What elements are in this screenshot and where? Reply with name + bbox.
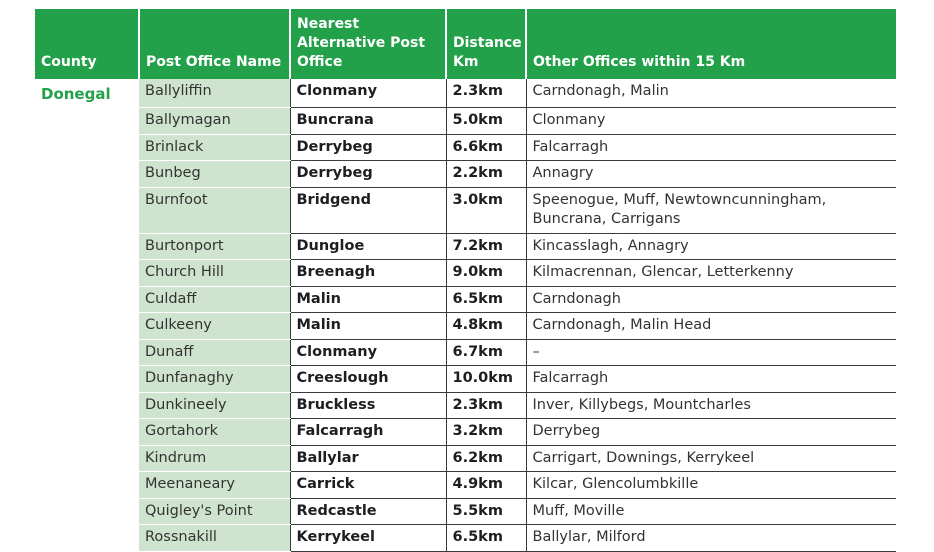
distance-cell: 6.5km [446,286,526,313]
nearest-alternative-cell: Carrick [290,472,446,499]
other-offices-cell: Kilcar, Glencolumbkille [526,472,896,499]
post-office-name-cell: Dunkineely [139,392,290,419]
post-office-name-cell: Burnfoot [139,187,290,233]
table-row [35,392,896,419]
post-office-name-cell: Culkeeny [139,313,290,340]
other-offices-cell: Carrigart, Downings, Kerrykeel [526,445,896,472]
table-row [35,79,896,108]
county-cell-empty [35,108,139,135]
nearest-alternative-cell: Derrybeg [290,161,446,188]
table-row [35,472,896,499]
header-row [35,9,896,79]
table-row [35,419,896,446]
post-office-name-cell: Culdaff [139,286,290,313]
county-cell-empty [35,260,139,287]
other-offices-cell: Carndonagh, Malin Head [526,313,896,340]
header-distance: Distance Km [446,9,526,79]
post-office-name-cell: Gortahork [139,419,290,446]
post-office-name-cell: Church Hill [139,260,290,287]
table-row [35,233,896,260]
other-offices-cell: Falcarragh [526,134,896,161]
county-cell-empty [35,419,139,446]
post-office-name-cell: Kindrum [139,445,290,472]
other-offices-cell: Speenogue, Muff, Newtowncunningham, Buncrana, Carrigans [526,187,896,233]
post-office-name-cell: Burtonport [139,233,290,260]
distance-cell: 6.2km [446,445,526,472]
nearest-alternative-cell: Kerrykeel [290,525,446,552]
distance-cell: 5.0km [446,108,526,135]
distance-cell: 9.0km [446,260,526,287]
post-office-name-cell: Ballymagan [139,108,290,135]
table-row [35,161,896,188]
nearest-alternative-cell: Buncrana [290,108,446,135]
post-office-name-cell: Dunfanaghy [139,366,290,393]
table-row [35,525,896,552]
post-office-name-cell: Ballyliffin [139,79,290,108]
distance-cell: 5.5km [446,498,526,525]
header-other-offices: Other Offices within 15 Km [526,9,896,79]
table-row [35,260,896,287]
distance-cell: 7.2km [446,233,526,260]
county-cell-empty [35,134,139,161]
post-office-table [35,9,896,552]
county-cell-empty [35,161,139,188]
nearest-alternative-cell: Bruckless [290,392,446,419]
county-cell-empty [35,525,139,552]
table-row [35,286,896,313]
nearest-alternative-cell: Clonmany [290,79,446,108]
post-office-name-cell: Bunbeg [139,161,290,188]
post-office-name-cell: Meenaneary [139,472,290,499]
header-post-office-name: Post Office Name [139,9,290,79]
other-offices-cell: Clonmany [526,108,896,135]
county-cell-empty [35,498,139,525]
table-body [35,79,896,551]
other-offices-cell: Ballylar, Milford [526,525,896,552]
distance-cell: 6.6km [446,134,526,161]
distance-cell: 3.2km [446,419,526,446]
distance-cell: 4.9km [446,472,526,499]
other-offices-cell: Inver, Killybegs, Mountcharles [526,392,896,419]
county-cell-empty [35,233,139,260]
other-offices-cell: Muff, Moville [526,498,896,525]
distance-cell: 6.7km [446,339,526,366]
distance-cell: 2.3km [446,79,526,108]
table-row [35,134,896,161]
post-office-name-cell: Rossnakill [139,525,290,552]
nearest-alternative-cell: Clonmany [290,339,446,366]
county-cell-empty [35,286,139,313]
distance-cell: 2.3km [446,392,526,419]
distance-cell: 4.8km [446,313,526,340]
table-row [35,313,896,340]
other-offices-cell: Derrybeg [526,419,896,446]
header-nearest-alternative: Nearest Alternative Post Office [290,9,446,79]
other-offices-cell: Kilmacrennan, Glencar, Letterkenny [526,260,896,287]
county-cell: Donegal [41,85,111,103]
nearest-alternative-cell: Malin [290,313,446,340]
distance-cell: 6.5km [446,525,526,552]
county-cell-empty [35,187,139,233]
county-cell-empty [35,313,139,340]
nearest-alternative-cell: Dungloe [290,233,446,260]
county-cell-empty [35,339,139,366]
county-cell-empty [35,392,139,419]
nearest-alternative-cell: Falcarragh [290,419,446,446]
other-offices-cell: Carndonagh [526,286,896,313]
distance-cell: 3.0km [446,187,526,233]
post-office-name-cell: Brinlack [139,134,290,161]
county-cell-empty [35,445,139,472]
other-offices-cell: Carndonagh, Malin [526,79,896,108]
other-offices-cell: – [526,339,896,366]
header-county: County [35,9,139,79]
nearest-alternative-cell: Malin [290,286,446,313]
table-row [35,445,896,472]
table-row [35,339,896,366]
post-office-name-cell: Dunaff [139,339,290,366]
post-office-name-cell: Quigley's Point [139,498,290,525]
nearest-alternative-cell: Bridgend [290,187,446,233]
table-row [35,108,896,135]
county-cell-empty [35,472,139,499]
table-row [35,187,896,233]
other-offices-cell: Kincasslagh, Annagry [526,233,896,260]
table-row [35,366,896,393]
nearest-alternative-cell: Breenagh [290,260,446,287]
nearest-alternative-cell: Ballylar [290,445,446,472]
distance-cell: 10.0km [446,366,526,393]
distance-cell: 2.2km [446,161,526,188]
county-cell-empty [35,366,139,393]
table-row [35,498,896,525]
nearest-alternative-cell: Redcastle [290,498,446,525]
nearest-alternative-cell: Creeslough [290,366,446,393]
other-offices-cell: Annagry [526,161,896,188]
nearest-alternative-cell: Derrybeg [290,134,446,161]
other-offices-cell: Falcarragh [526,366,896,393]
